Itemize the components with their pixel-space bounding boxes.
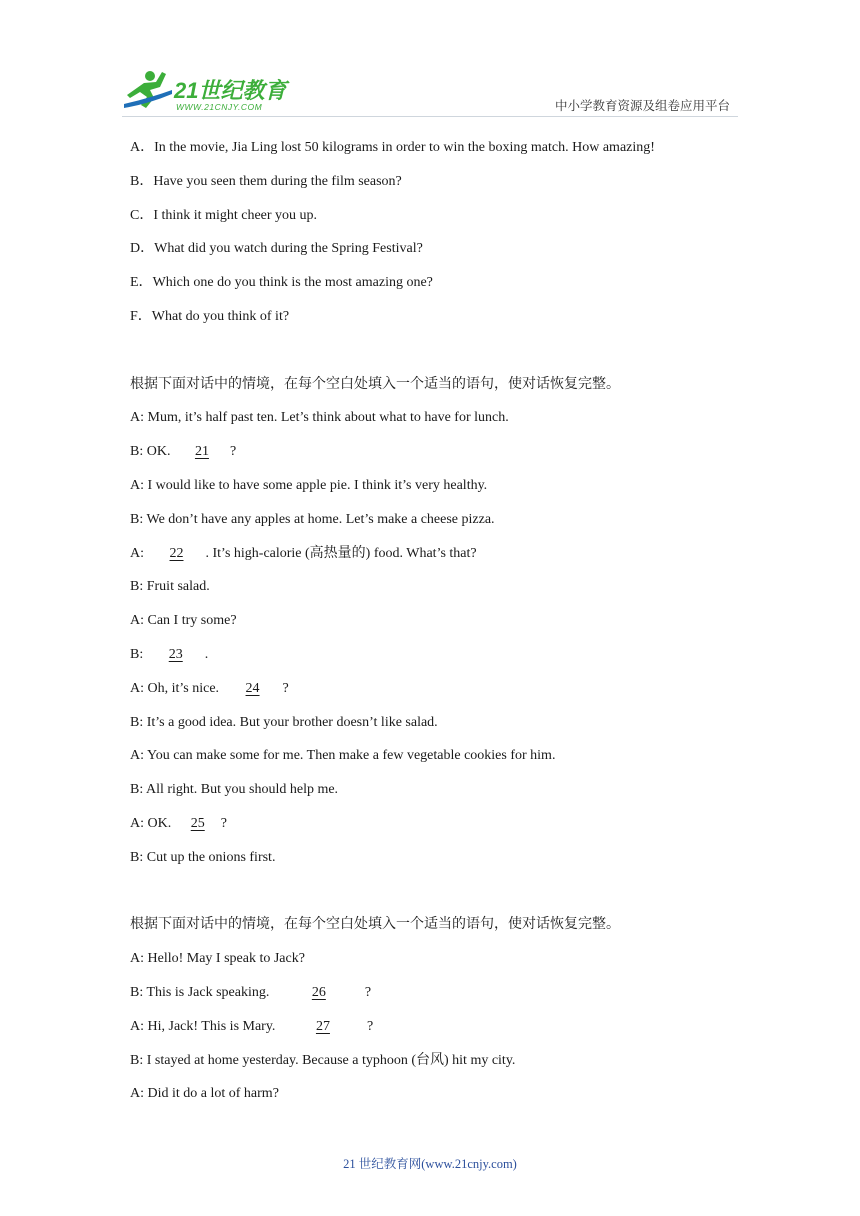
- logo-subtext: WWW.21CNJY.COM: [176, 102, 263, 112]
- page-footer[interactable]: 21 世纪教育网(www.21cnjy.com): [343, 1157, 517, 1171]
- dialogue-line: [130, 949, 750, 983]
- dialogue-text: A: Hi, Jack! This is Mary.: [130, 1018, 279, 1034]
- dialogue-text: B: We don’t have any apples at home. Let’s make a cheese pizza.: [130, 511, 495, 527]
- dialogue-text: B: I stayed at home yesterday. Because a typhoon (台风) hit my city.: [130, 1052, 516, 1068]
- header-tagline: 中小学教育资源及组卷应用平台: [554, 98, 730, 113]
- option-letter: F．: [130, 308, 152, 324]
- dialogue-text: ?: [366, 1018, 374, 1034]
- option-letter: C．: [130, 207, 154, 223]
- dialogue-line: [130, 1084, 750, 1118]
- dialogue-text: A: Hello! May I speak to Jack?: [130, 951, 305, 967]
- option-text: In the movie, Jia Ling lost 50 kilograms in order to win the boxing match. How amazing!: [154, 140, 655, 155]
- dialogue-text: A:: [130, 545, 148, 561]
- dialogue-line: [130, 679, 750, 713]
- option-item: [130, 307, 750, 341]
- page-header: [0, 0, 860, 124]
- dialogue-line: [130, 746, 750, 780]
- option-letter: B．: [130, 173, 154, 189]
- answer-blank-23[interactable]: 23: [168, 646, 183, 662]
- option-item: [130, 206, 750, 240]
- option-text: Which one do you think is the most amazing one?: [152, 275, 433, 291]
- options-list: [130, 138, 750, 341]
- dialogue-line: [130, 408, 750, 442]
- dialogue-line: [130, 645, 750, 679]
- answer-blank-22[interactable]: 22: [169, 545, 184, 561]
- dialogue-text: ?: [364, 984, 372, 1000]
- option-text: Have you seen them during the film season?: [153, 173, 402, 189]
- dialogue-text: ?: [229, 444, 237, 460]
- option-text: What did you watch during the Spring Festival?: [154, 241, 423, 257]
- section-gap: [130, 341, 750, 375]
- logo-text: 21世纪教育: [174, 78, 287, 103]
- section-instruction: 根据下面对话中的情境，在每个空白处填入一个适当的语句，使对话恢复完整。: [130, 376, 620, 392]
- document-body: [130, 138, 750, 1118]
- dialogue-line: [130, 814, 750, 848]
- dialogue-text: B: Cut up the onions first.: [130, 849, 276, 865]
- dialogue-line: [130, 544, 750, 578]
- dialogue-text: A: OK.: [130, 815, 175, 831]
- dialogue-line: [130, 983, 750, 1017]
- option-item: [130, 273, 750, 307]
- dialogue-line: [130, 1051, 750, 1085]
- dialogue-text: A: Can I try some?: [130, 613, 237, 629]
- dialogue-text: B:: [130, 646, 147, 662]
- option-letter: D．: [130, 241, 155, 257]
- answer-blank-25[interactable]: 25: [190, 815, 205, 831]
- dialogue-text: .: [204, 646, 209, 662]
- answer-blank-24[interactable]: 24: [245, 680, 260, 696]
- dialogue-line: [130, 577, 750, 611]
- option-letter: E．: [130, 275, 153, 291]
- dialogue-line: [130, 476, 750, 510]
- dialogue-line: [130, 510, 750, 544]
- dialogue-text: A: I would like to have some apple pie. I think it’s very healthy.: [130, 477, 488, 493]
- dialogue-text: A: Did it do a lot of harm?: [130, 1086, 279, 1102]
- option-item: [130, 239, 750, 273]
- dialogue-section-3: [130, 915, 750, 1118]
- dialogue-text: B: OK.: [130, 444, 174, 460]
- dialogue-text: A: Mum, it’s half past ten. Let’s think about what to have for lunch.: [130, 410, 509, 426]
- dialogue-text: B: This is Jack speaking.: [130, 984, 273, 1000]
- dialogue-text: B: It’s a good idea. But your brother doesn’t like salad.: [130, 714, 438, 730]
- dialogue-line: [130, 713, 750, 747]
- option-item: [130, 172, 750, 206]
- dialogue-line: [130, 1017, 750, 1051]
- option-text: I think it might cheer you up.: [153, 207, 318, 223]
- header-divider: [122, 116, 738, 117]
- dialogue-text: A: Oh, it’s nice.: [130, 680, 223, 696]
- dialogue-text: A: You can make some for me. Then make a few vegetable cookies for him.: [130, 748, 556, 764]
- answer-blank-21[interactable]: 21: [194, 444, 209, 460]
- dialogue-text: B: Fruit salad.: [130, 579, 210, 595]
- dialogue-line: [130, 848, 750, 882]
- dialogue-text: . It’s high-calorie (高热量的) food. What’s that?: [205, 545, 477, 561]
- section-gap: [130, 882, 750, 916]
- option-text: What do you think of it?: [151, 308, 290, 324]
- option-letter: A．: [130, 140, 155, 155]
- runner-logo-icon: [120, 68, 292, 116]
- dialogue-text: ?: [282, 680, 289, 696]
- dialogue-text: B: All right. But you should help me.: [130, 782, 339, 798]
- option-item: [130, 138, 750, 172]
- answer-blank-26[interactable]: 26: [311, 984, 326, 1000]
- dialogue-line: [130, 442, 750, 476]
- answer-blank-27[interactable]: 27: [315, 1018, 330, 1034]
- dialogue-section-2: [130, 375, 750, 882]
- site-logo[interactable]: [120, 68, 292, 116]
- dialogue-line: [130, 780, 750, 814]
- section-instruction: 根据下面对话中的情境，在每个空白处填入一个适当的语句，使对话恢复完整。: [130, 917, 620, 933]
- dialogue-text: ?: [220, 815, 227, 831]
- dialogue-line: [130, 611, 750, 645]
